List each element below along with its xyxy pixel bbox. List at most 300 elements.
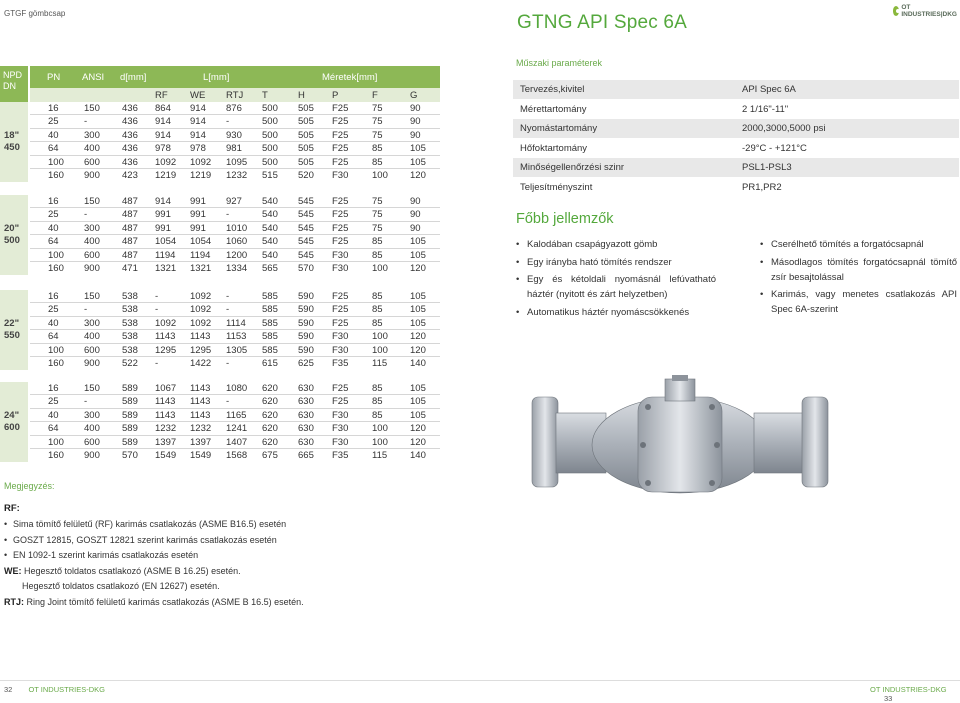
- table-cell: 630: [298, 436, 314, 448]
- table-cell: 90: [410, 209, 421, 221]
- table-cell: -: [155, 304, 159, 316]
- param-row: [513, 80, 959, 100]
- table-cell: 590: [298, 291, 314, 302]
- table-cell: 64: [48, 423, 59, 435]
- table-row: [30, 235, 440, 248]
- table-cell: 505: [298, 156, 314, 168]
- table-cell: F25: [332, 222, 349, 234]
- table-cell: F30: [332, 262, 349, 274]
- param-value: 2000,3000,5000 psi: [742, 123, 826, 134]
- table-cell: 1143: [190, 331, 211, 343]
- table-cell: 400: [84, 331, 100, 343]
- table-cell: 160: [48, 169, 64, 181]
- table-cell: 981: [226, 143, 242, 155]
- feature-item: • Automatikus háztér nyomáscsökkenés: [516, 306, 690, 318]
- bullet-icon: •: [516, 274, 520, 285]
- table-row: [30, 436, 440, 449]
- table-cell: 630: [298, 396, 314, 408]
- page-number-left: 32: [4, 685, 13, 694]
- table-cell: 522: [122, 357, 138, 369]
- table-cell: 1232: [226, 169, 248, 181]
- table-cell: 1241: [226, 423, 248, 435]
- table-cell: -: [84, 304, 88, 316]
- table-cell: 400: [84, 236, 100, 248]
- param-key: Nyomástartomány: [520, 123, 598, 134]
- table-cell: 105: [410, 236, 426, 248]
- table-row: [30, 422, 440, 435]
- table-cell: F25: [332, 103, 349, 114]
- table-cell: 140: [410, 357, 426, 369]
- subheader-g: G: [410, 90, 418, 101]
- table-cell: 589: [122, 383, 138, 394]
- table-cell: 436: [122, 103, 138, 114]
- table-cell: 120: [410, 169, 426, 181]
- feature-item: • Egy és kétoldali nyomásnál lefúvatható háztér (nyitott és zárt helyzetben): [516, 274, 716, 300]
- table-cell: 545: [298, 209, 314, 221]
- table-cell: 1219: [155, 169, 177, 181]
- param-row: [513, 158, 959, 178]
- table-cell: 991: [190, 196, 206, 207]
- table-cell: 1232: [190, 423, 212, 435]
- table-cell: 900: [84, 357, 100, 369]
- table-cell: 64: [48, 143, 59, 155]
- params-table: [513, 80, 959, 197]
- table-row: [30, 409, 440, 422]
- bullet-icon: •: [760, 289, 764, 300]
- table-row: [30, 262, 440, 275]
- table-cell: 927: [226, 196, 242, 207]
- table-cell: 160: [48, 449, 64, 461]
- table-cell: 515: [262, 169, 278, 181]
- rf-label: RF:: [4, 503, 20, 514]
- table-cell: 25: [48, 304, 59, 316]
- feature-item: • Cserélhető tömítés a forgatócsapnál: [760, 239, 924, 250]
- bullet-icon: •: [760, 239, 764, 250]
- notes-list: [4, 517, 304, 610]
- table-cell: 914: [155, 196, 171, 207]
- table-cell: 991: [190, 209, 206, 221]
- table-group: [0, 290, 440, 370]
- table-cell: 505: [298, 129, 314, 141]
- table-cell: 1194: [190, 249, 211, 261]
- feature-item: • Karimás, vagy menetes csatlakozás API Spec 6A-szerint: [760, 289, 957, 315]
- table-cell: 600: [84, 249, 100, 261]
- table-cell: 590: [298, 331, 314, 343]
- table-cell: 140: [410, 449, 426, 461]
- param-row: [513, 178, 959, 198]
- table-cell: 585: [262, 331, 278, 343]
- bullet-icon: •: [760, 256, 764, 268]
- table-cell: 978: [190, 143, 206, 155]
- table-cell: 105: [410, 304, 426, 316]
- table-cell: 1143: [190, 396, 211, 408]
- group-size-label: 20" 500: [0, 195, 28, 275]
- table-cell: 160: [48, 262, 64, 274]
- table-cell: F30: [332, 344, 349, 356]
- table-cell: 500: [262, 116, 278, 128]
- table-row: [30, 357, 440, 370]
- features-column-2: [760, 237, 957, 320]
- table-cell: F25: [332, 317, 349, 329]
- table-cell: 540: [262, 209, 278, 221]
- table-cell: 85: [372, 409, 383, 421]
- footer-left: [4, 685, 105, 694]
- table-cell: 120: [410, 344, 426, 356]
- footer-brand-left: OT INDUSTRIES-DKG: [28, 685, 105, 694]
- table-cell: 90: [410, 196, 421, 207]
- param-value: -29°C - +121°C: [742, 142, 807, 154]
- table-row: [30, 115, 440, 128]
- table-cell: 75: [372, 129, 383, 141]
- table-cell: -: [226, 116, 230, 128]
- table-cell: 545: [298, 249, 314, 261]
- param-value: API Spec 6A: [742, 84, 796, 95]
- table-cell: F25: [332, 209, 349, 221]
- table-cell: F25: [332, 129, 349, 141]
- features-title: Főbb jellemzők: [516, 211, 614, 227]
- table-cell: 505: [298, 103, 314, 114]
- table-cell: 665: [298, 449, 314, 461]
- table-cell: 85: [372, 143, 383, 155]
- table-cell: 876: [226, 103, 242, 114]
- header-meretek: Méretek[mm]: [322, 72, 378, 83]
- table-cell: 505: [298, 116, 314, 128]
- table-cell: 75: [372, 116, 383, 128]
- header-npd: NPD: [3, 70, 23, 80]
- table-cell: 105: [410, 249, 426, 261]
- table-cell: 864: [155, 103, 171, 114]
- table-cell: 914: [190, 129, 206, 141]
- table-cell: 1143: [190, 383, 211, 394]
- header-pn: PN: [47, 72, 61, 83]
- param-row: [513, 139, 959, 159]
- table-row: [30, 102, 440, 115]
- table-cell: 585: [262, 317, 278, 329]
- table-cell: 1194: [155, 249, 176, 261]
- table-cell: 1397: [190, 436, 212, 448]
- table-cell: F25: [332, 291, 349, 302]
- table-cell: 85: [372, 396, 383, 408]
- table-cell: 1305: [226, 344, 248, 356]
- table-cell: 625: [298, 357, 314, 369]
- notes-heading: Megjegyzés:: [4, 481, 55, 491]
- param-value: PR1,PR2: [742, 181, 782, 193]
- table-cell: 615: [262, 357, 278, 369]
- subheader-rtj: RTJ: [226, 90, 244, 101]
- table-cell: F25: [332, 196, 349, 207]
- table-cell: 1092: [155, 156, 177, 168]
- table-cell: 85: [372, 304, 383, 316]
- table-cell: 505: [298, 143, 314, 155]
- logo-line2: INDUSTRIES|DKG: [901, 11, 957, 18]
- table-cell: 900: [84, 169, 100, 181]
- table-cell: 540: [262, 222, 278, 234]
- table-cell: 1092: [190, 156, 212, 168]
- table-cell: 675: [262, 449, 278, 461]
- table-cell: 585: [262, 304, 278, 316]
- table-cell: 545: [298, 236, 314, 248]
- table-cell: 589: [122, 436, 138, 448]
- subheader-f: F: [372, 90, 378, 101]
- table-cell: 585: [262, 291, 278, 302]
- table-cell: 545: [298, 222, 314, 234]
- table-cell: 1092: [155, 317, 177, 329]
- table-cell: 620: [262, 423, 278, 435]
- table-cell: 40: [48, 129, 59, 141]
- table-cell: 620: [262, 396, 278, 408]
- table-cell: 500: [262, 143, 278, 155]
- table-cell: 105: [410, 317, 426, 329]
- document-label: GTGF gömbcsap: [4, 9, 66, 18]
- table-cell: 1407: [226, 436, 248, 448]
- table-cell: 471: [122, 262, 138, 274]
- table-cell: 100: [48, 436, 64, 448]
- table-cell: 400: [84, 423, 100, 435]
- table-cell: 570: [122, 449, 138, 461]
- table-cell: 620: [262, 436, 278, 448]
- table-cell: 105: [410, 143, 426, 155]
- table-cell: 590: [298, 317, 314, 329]
- table-cell: 16: [48, 291, 59, 302]
- table-cell: 40: [48, 222, 59, 234]
- table-cell: 991: [155, 209, 171, 221]
- table-cell: 991: [155, 222, 171, 234]
- table-cell: 1165: [226, 409, 247, 421]
- table-cell: 105: [410, 291, 426, 302]
- table-cell: 75: [372, 222, 383, 234]
- table-cell: 565: [262, 262, 278, 274]
- table-cell: 914: [190, 116, 206, 128]
- table-cell: F35: [332, 357, 349, 369]
- note-rf-3: • EN 1092-1 szerint karimás csatlakozás esetén: [4, 550, 199, 560]
- table-cell: F30: [332, 169, 349, 181]
- table-cell: 1397: [155, 436, 177, 448]
- table-cell: 914: [155, 116, 171, 128]
- group-size-label: 24" 600: [0, 382, 28, 462]
- table-cell: 105: [410, 383, 426, 394]
- table-cell: 100: [372, 436, 388, 448]
- table-cell: 1143: [190, 409, 211, 421]
- table-cell: 16: [48, 196, 59, 207]
- page-number-right: 33: [884, 694, 893, 703]
- table-cell: 436: [122, 143, 138, 155]
- table-cell: 487: [122, 236, 138, 248]
- table-cell: 570: [298, 262, 314, 274]
- table-row: [30, 395, 440, 408]
- table-row: [30, 303, 440, 316]
- header-dn: DN: [3, 81, 16, 91]
- table-cell: 590: [298, 304, 314, 316]
- note-rf-2: • GOSZT 12815, GOSZT 12821 szerint karimás csatlakozás esetén: [4, 534, 277, 545]
- table-cell: 900: [84, 262, 100, 274]
- table-cell: 487: [122, 222, 138, 234]
- table-cell: 300: [84, 129, 100, 141]
- table-group: [0, 195, 440, 275]
- table-cell: 436: [122, 116, 138, 128]
- table-cell: 600: [84, 344, 100, 356]
- table-cell: 85: [372, 317, 383, 329]
- table-cell: 436: [122, 129, 138, 141]
- table-cell: 150: [84, 196, 100, 207]
- table-cell: 1054: [155, 236, 177, 248]
- table-cell: 1153: [226, 331, 247, 343]
- footer-divider: [0, 680, 960, 681]
- table-cell: 150: [84, 291, 100, 302]
- table-cell: -: [84, 116, 88, 128]
- param-key: Teljesítményszint: [520, 181, 593, 193]
- table-cell: 423: [122, 169, 138, 181]
- table-cell: 115: [372, 357, 388, 369]
- table-cell: 1549: [190, 449, 212, 461]
- table-cell: 589: [122, 396, 138, 408]
- table-cell: -: [226, 396, 230, 408]
- table-cell: 1010: [226, 222, 248, 234]
- table-cell: 90: [410, 116, 421, 128]
- table-cell: 1549: [155, 449, 177, 461]
- table-cell: 40: [48, 317, 59, 329]
- table-row: [30, 195, 440, 208]
- table-cell: F25: [332, 396, 349, 408]
- table-subheader: [30, 88, 440, 102]
- table-cell: 589: [122, 423, 138, 435]
- param-value: PSL1-PSL3: [742, 162, 792, 173]
- group-size-label: 22" 550: [0, 290, 28, 370]
- table-cell: 500: [262, 129, 278, 141]
- table-cell: 100: [372, 331, 388, 343]
- table-row: [30, 156, 440, 169]
- table-cell: -: [84, 396, 88, 408]
- table-cell: 1143: [155, 396, 176, 408]
- table-row: [30, 208, 440, 221]
- table-cell: 600: [84, 436, 100, 448]
- table-cell: F30: [332, 423, 349, 435]
- table-cell: 105: [410, 396, 426, 408]
- bullet-icon: •: [516, 239, 520, 250]
- table-cell: 540: [262, 196, 278, 207]
- table-cell: 1143: [155, 409, 176, 421]
- table-cell: 115: [372, 449, 388, 461]
- header-d: d[mm]: [120, 72, 147, 83]
- table-cell: 487: [122, 196, 138, 207]
- table-cell: 1092: [190, 317, 212, 329]
- table-cell: 585: [262, 344, 278, 356]
- table-cell: F30: [332, 331, 349, 343]
- table-cell: 1080: [226, 383, 248, 394]
- table-cell: 590: [298, 344, 314, 356]
- param-value: 2 1/16"-11": [742, 103, 789, 115]
- table-cell: F25: [332, 383, 349, 394]
- table-cell: 100: [372, 169, 388, 181]
- table-cell: 85: [372, 236, 383, 248]
- table-row: [30, 344, 440, 357]
- table-cell: F25: [332, 156, 349, 168]
- table-cell: 1232: [155, 423, 177, 435]
- table-cell: 914: [190, 103, 206, 114]
- table-cell: 538: [122, 331, 138, 343]
- table-cell: 1054: [190, 236, 212, 248]
- table-cell: 538: [122, 304, 138, 316]
- table-cell: 105: [410, 409, 426, 421]
- feature-item: • Kalodában csapágyazott gömb: [516, 239, 658, 250]
- table-cell: 100: [372, 262, 388, 274]
- table-cell: 978: [155, 143, 171, 155]
- params-title: Műszaki paraméterek: [516, 58, 603, 68]
- table-cell: 1095: [226, 156, 248, 168]
- table-cell: -: [226, 357, 230, 369]
- table-cell: F25: [332, 116, 349, 128]
- table-cell: 487: [122, 209, 138, 221]
- table-row: [30, 330, 440, 343]
- table-cell: 85: [372, 156, 383, 168]
- table-cell: -: [84, 209, 88, 221]
- table-cell: 300: [84, 409, 100, 421]
- table-cell: 1067: [155, 383, 177, 394]
- table-cell: 538: [122, 317, 138, 329]
- table-cell: 1092: [190, 291, 212, 302]
- table-cell: 100: [372, 423, 388, 435]
- param-key: Mérettartomány: [520, 103, 587, 115]
- features-column-1: [516, 237, 716, 322]
- subheader-t: T: [262, 90, 268, 101]
- table-cell: 25: [48, 209, 59, 221]
- table-cell: 487: [122, 249, 138, 261]
- table-cell: 400: [84, 143, 100, 155]
- table-cell: -: [226, 291, 230, 302]
- note-rf-1: • Sima tömítő felületű (RF) karimás csatlakozás (ASME B16.5) esetén: [4, 519, 287, 529]
- table-cell: 150: [84, 383, 100, 394]
- table-cell: 589: [122, 409, 138, 421]
- feature-item: • Egy irányba ható tömítés rendszer: [516, 256, 672, 268]
- logo-line1: OT: [901, 4, 911, 11]
- bullet-icon: •: [516, 306, 520, 318]
- table-cell: 160: [48, 357, 64, 369]
- table-cell: 1334: [226, 262, 248, 274]
- table-row: [30, 222, 440, 235]
- logo-mark-icon: [893, 6, 899, 16]
- table-cell: 85: [372, 291, 383, 302]
- table-cell: 991: [190, 222, 206, 234]
- table-cell: 1092: [190, 304, 212, 316]
- table-cell: -: [155, 291, 159, 302]
- table-cell: 120: [410, 436, 426, 448]
- table-cell: 545: [298, 196, 314, 207]
- table-cell: 100: [372, 344, 388, 356]
- table-cell: 25: [48, 116, 59, 128]
- table-cell: 1200: [226, 249, 248, 261]
- param-key: Tervezés,kivitel: [520, 84, 585, 95]
- table-cell: 500: [262, 156, 278, 168]
- param-key: Hőfoktartomány: [520, 142, 588, 154]
- note-we-2: Hegesztő toldatos csatlakozó (EN 12627) esetén.: [22, 581, 220, 591]
- table-cell: 300: [84, 317, 100, 329]
- table-cell: 520: [298, 169, 314, 181]
- table-cell: 120: [410, 331, 426, 343]
- table-cell: 540: [262, 249, 278, 261]
- table-cell: 1422: [190, 357, 212, 369]
- feature-item: • Másodlagos tömítés forgatócsapnál tömítő zsír besajtolással: [760, 256, 957, 283]
- table-cell: 1321: [155, 262, 177, 274]
- table-cell: 1295: [190, 344, 212, 356]
- table-header: [0, 66, 440, 102]
- table-cell: 1219: [190, 169, 212, 181]
- table-row: [30, 129, 440, 142]
- table-cell: 630: [298, 383, 314, 394]
- subheader-h: H: [298, 90, 305, 101]
- table-cell: 64: [48, 236, 59, 248]
- table-cell: 75: [372, 196, 383, 207]
- table-cell: 538: [122, 344, 138, 356]
- table-cell: 1568: [226, 449, 248, 461]
